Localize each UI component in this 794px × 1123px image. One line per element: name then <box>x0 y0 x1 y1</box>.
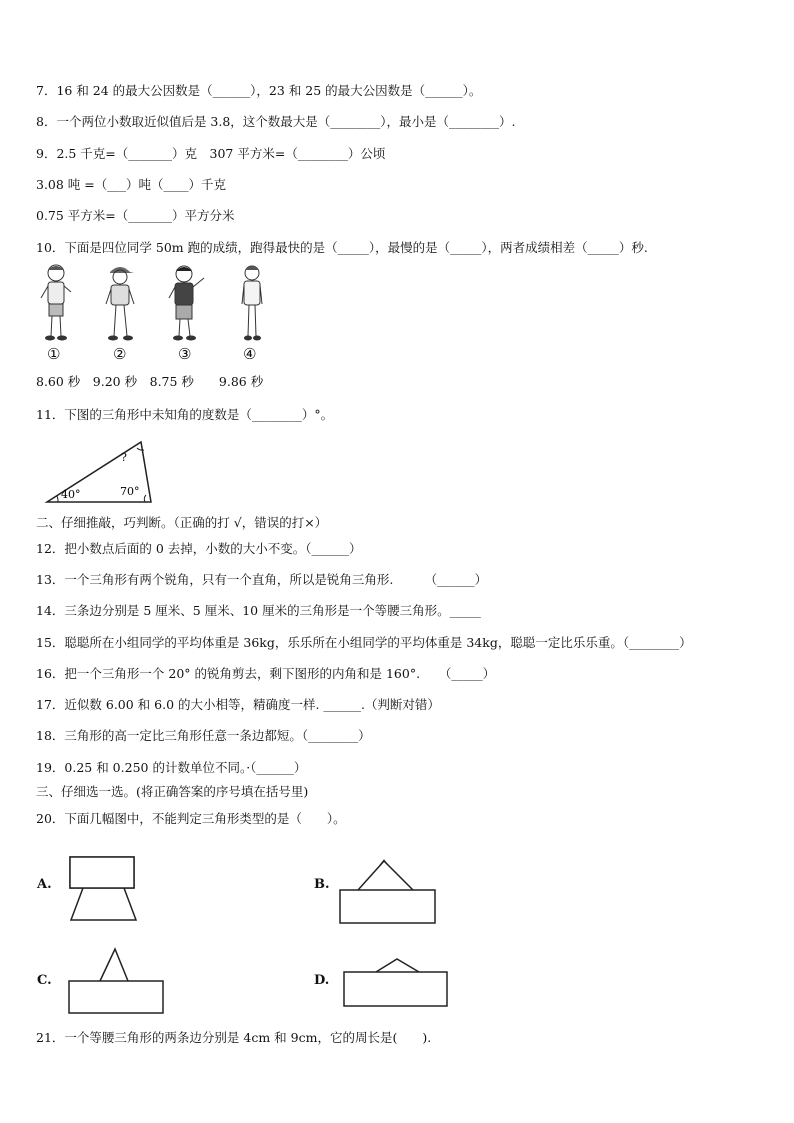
choice-b-figure <box>338 856 438 926</box>
child-2-number: ② <box>113 345 127 363</box>
triangle-diagram <box>40 440 156 506</box>
question-19: 19．0.25 和 0.250 的计数单位不同。·（______） <box>36 760 307 775</box>
question-17: 17．近似数 6.00 和 6.0 的大小相等，精确度一样. ______.（判断对错） <box>36 697 440 712</box>
angle-70-label: 70° <box>120 485 140 498</box>
child-1-number: ① <box>47 345 61 363</box>
question-9a: 9．2.5 千克=（_______）克 307 平方米=（________）公顷 <box>36 146 386 161</box>
question-21: 21．一个等腰三角形的两条边分别是 4cm 和 9cm，它的周长是( ). <box>36 1030 432 1045</box>
question-15: 15．聪聪所在小组同学的平均体重是 36kg，乐乐所在小组同学的平均体重是 34kg，聪聪一定比乐乐重。（________） <box>36 635 692 650</box>
question-9b: 3.08 吨 =（___）吨（____）千克 <box>36 177 227 192</box>
question-8: 8．一个两位小数取近似值后是 3.8，这个数最大是（________），最小是（________）. <box>36 114 516 129</box>
choice-b-label: B. <box>314 877 330 892</box>
choice-c-label: C. <box>37 973 52 988</box>
child-4-illustration <box>234 262 270 344</box>
choice-a-label: A. <box>37 877 52 892</box>
unknown-angle-label: ? <box>121 451 127 464</box>
question-9c: 0.75 平方米=（_______）平方分米 <box>36 208 235 223</box>
child-2-illustration <box>100 262 140 344</box>
question-11: 11．下图的三角形中未知角的度数是（________）°。 <box>36 407 334 422</box>
choice-c-figure <box>66 946 166 1016</box>
child-3-number: ③ <box>178 345 192 363</box>
question-18: 18．三角形的高一定比三角形任意一条边都短。（________） <box>36 728 371 743</box>
question-13: 13．一个三角形有两个锐角，只有一个直角，所以是锐角三角形. （______） <box>36 572 488 587</box>
child-1-illustration <box>36 262 76 344</box>
question-12: 12．把小数点后面的 0 去掉，小数的大小不变。（______） <box>36 541 362 556</box>
choice-d-figure <box>341 954 451 1010</box>
angle-40-label: 40° <box>61 488 81 501</box>
section-2-heading: 二、仔细推敲，巧判断。（正确的打 √，错误的打×） <box>36 515 328 530</box>
section-3-heading: 三、仔细选一选。(将正确答案的序号填在括号里) <box>36 784 309 799</box>
question-10-times: 8.60 秒 9.20 秒 8.75 秒 9.86 秒 <box>36 374 264 389</box>
question-14: 14．三条边分别是 5 厘米、5 厘米、10 厘米的三角形是一个等腰三角形。_____ <box>36 603 481 618</box>
child-4-number: ④ <box>243 345 257 363</box>
question-20: 20．下面几幅图中，不能判定三角形类型的是（ ）。 <box>36 811 346 826</box>
child-3-illustration <box>164 262 210 344</box>
choice-d-label: D. <box>314 973 330 988</box>
question-10: 10．下面是四位同学 50m 跑的成绩，跑得最快的是（_____），最慢的是（_____），两者成绩相差（_____）秒. <box>36 240 648 255</box>
choice-a-figure <box>66 855 142 923</box>
question-16: 16．把一个三角形一个 20° 的锐角剪去，剩下图形的内角和是 160°. （_____） <box>36 666 496 681</box>
question-7: 7．16 和 24 的最大公因数是（______），23 和 25 的最大公因数是（______）。 <box>36 83 482 98</box>
